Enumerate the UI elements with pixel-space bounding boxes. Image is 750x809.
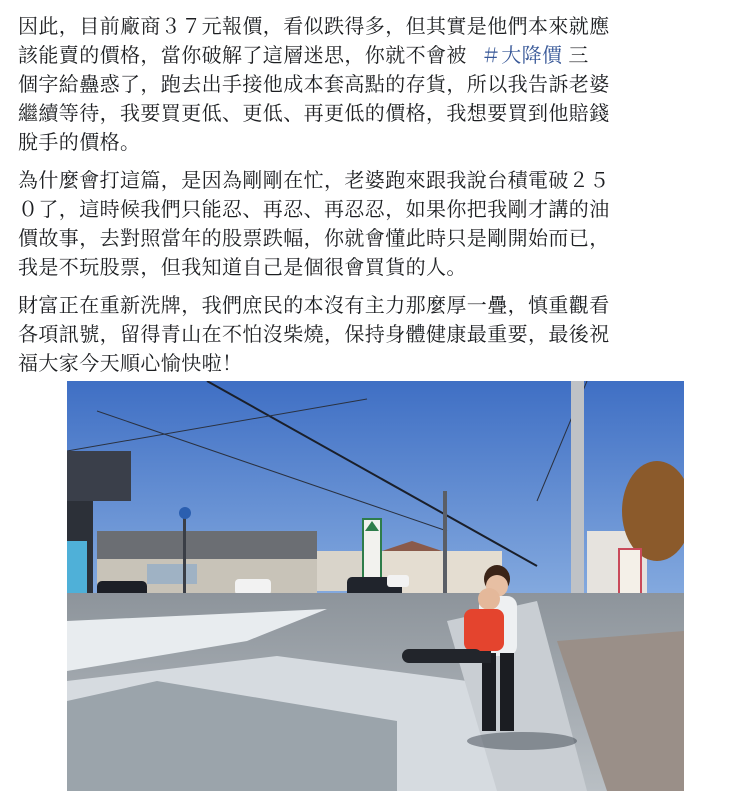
post-photo[interactable] <box>67 381 684 791</box>
text-line: 個字給蠱惑了，跑去出手接他成本套高點的存貨，所以我告訴老婆 <box>18 72 610 96</box>
street-photo-image <box>67 381 684 791</box>
text-line: 福大家今天順心愉快啦！ <box>18 351 243 375</box>
post-body <box>18 12 718 387</box>
text-line: 各項訊號，留得青山在不怕沒柴燒，保持身體健康最重要，最後祝 <box>18 322 610 346</box>
text-segment: 三 <box>568 43 589 67</box>
text-segment: 該能賣的價格，當你破解了這層迷思，你就不會被 <box>18 43 467 67</box>
text-line: 價故事，去對照當年的股票跌幅，你就會懂此時只是剛開始而已， <box>18 226 610 250</box>
post-paragraph-1 <box>18 12 718 157</box>
text-line: 我是不玩股票，但我知道自己是個很會買貨的人。 <box>18 255 467 279</box>
text-line: 為什麼會打這篇，是因為剛剛在忙，老婆跑來跟我說台積電破２５ <box>18 168 610 192</box>
text-line: 財富正在重新洗牌，我們庶民的本沒有主力那麼厚一疊，慎重觀看 <box>18 293 610 317</box>
post-paragraph-2 <box>18 166 718 282</box>
text-line: 繼續等待，我要買更低、更低、再更低的價格，我想要買到他賠錢 <box>18 101 610 125</box>
post-paragraph-3 <box>18 291 718 378</box>
text-line: 因此，目前廠商３７元報價，看似跌得多，但其實是他們本來就應 <box>18 14 610 38</box>
hashtag-link[interactable]: ＃大降價 <box>480 43 563 67</box>
text-line: ０了，這時候我們只能忍、再忍、再忍忍，如果你把我剛才講的油 <box>18 197 610 221</box>
text-line: 脫手的價格。 <box>18 130 141 154</box>
text-line-with-hashtag <box>18 41 718 70</box>
